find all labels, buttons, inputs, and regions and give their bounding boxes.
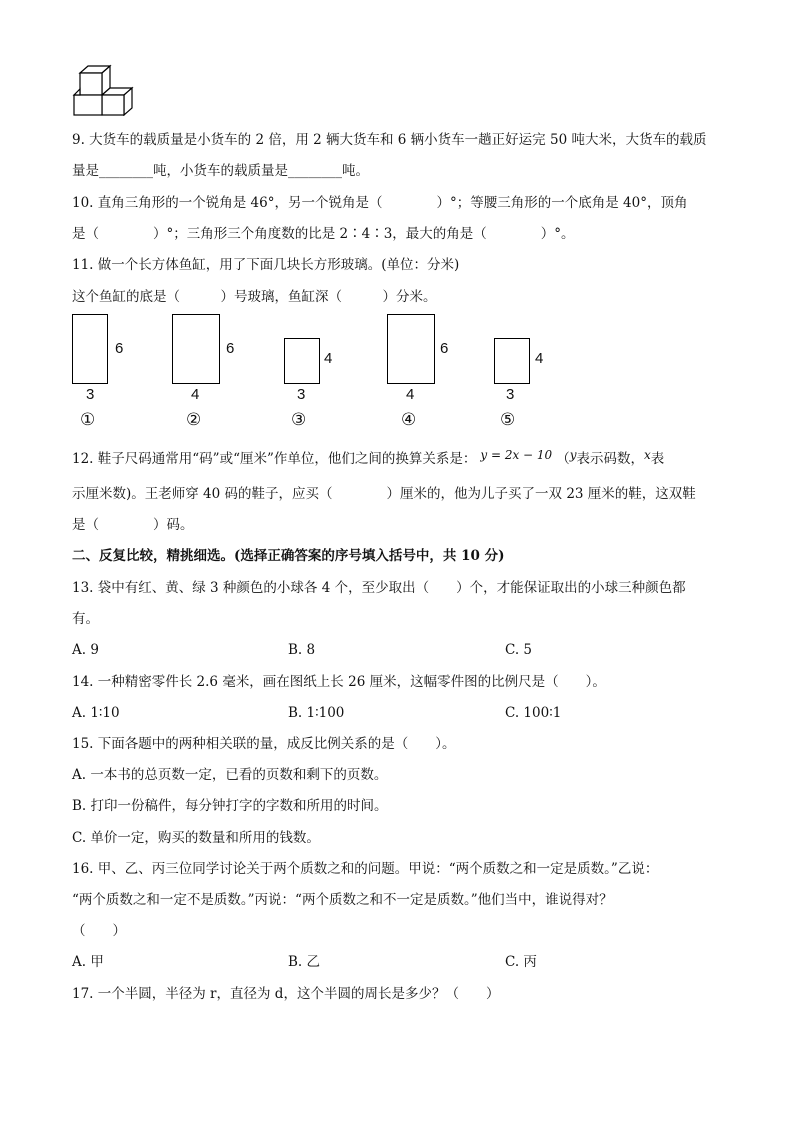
q12-line1-mid: 表示码数， <box>576 451 644 467</box>
q15-line1: 15. 下面各题中的两种相关联的量，成反比例关系的是（ ）。 <box>72 736 456 752</box>
q12-line3: 是（ ）码。 <box>72 517 194 533</box>
q16-line3: （ ） <box>72 923 126 939</box>
glass-5-number: ⑤ <box>500 410 516 430</box>
glass-rect-4 <box>387 314 435 384</box>
q9-line1: 9. 大货车的载质量是小货车的 2 倍，用 2 辆大货车和 6 辆小货车一趟正好运完 50 吨大米，大货车的载质 <box>72 132 707 148</box>
q16-option-a: A. 甲 <box>72 954 104 970</box>
q12-line1-end: 表 <box>650 451 665 467</box>
q13-option-c: C. 5 <box>505 642 533 658</box>
glass-1-number: ① <box>80 410 96 430</box>
q10-line1: 10. 直角三角形的一个锐角是 46°，另一个锐角是（ ）°；等腰三角形的一个底角是 40°，顶角 <box>72 195 688 211</box>
glass-2-width: 4 <box>191 386 200 403</box>
glass-1-height: 6 <box>115 340 124 357</box>
glass-4-width: 4 <box>406 386 415 403</box>
glass-3-height: 4 <box>324 350 333 367</box>
q15-option-c: C. 单价一定，购买的数量和所用的钱数。 <box>72 830 320 846</box>
q12-formula: y = 2x − 10 <box>480 448 553 462</box>
glass-rect-3 <box>284 338 320 384</box>
glass-5-width: 3 <box>506 386 515 403</box>
q15-option-b: B. 打印一份稿件，每分钟打字的字数和所用的时间。 <box>72 798 388 814</box>
q16-option-c: C. 丙 <box>505 954 537 970</box>
q12-var-x: x <box>643 448 651 462</box>
glass-3-number: ③ <box>291 410 307 430</box>
cube-stack-figure <box>72 64 138 116</box>
glass-5-height: 4 <box>535 350 544 367</box>
q13-option-a: A. 9 <box>72 642 99 658</box>
q16-option-b: B. 乙 <box>288 954 321 970</box>
q9-line2: 量是________吨，小货车的载质量是________吨。 <box>72 163 369 179</box>
glass-3-width: 3 <box>297 386 306 403</box>
q14-option-c: C. 100∶1 <box>505 705 562 721</box>
q13-line1: 13. 袋中有红、黄、绿 3 种颜色的小球各 4 个，至少取出（ ）个，才能保证取出的小球三种颜色都 <box>72 580 686 596</box>
q12-line1 <box>72 450 664 468</box>
glass-1-width: 3 <box>86 386 95 403</box>
q14-option-a: A. 1∶10 <box>72 705 120 721</box>
q10-line2: 是（ ）°；三角形三个角度数的比是 2∶4∶3，最大的角是（ ）°。 <box>72 226 575 242</box>
glass-rect-2 <box>172 314 220 384</box>
glass-4-height: 6 <box>440 340 449 357</box>
glass-2-number: ② <box>186 410 202 430</box>
q12-paren-open: （ <box>556 451 570 467</box>
section-2-heading: 二、反复比较，精挑细选。(选择正确答案的序号填入括号中，共 10 分) <box>72 548 505 564</box>
glass-rect-1 <box>72 314 108 384</box>
q12-var-y: y <box>569 448 577 462</box>
q12-line1-text: 12. 鞋子尺码通常用“码”或“厘米”作单位，他们之间的换算关系是： <box>72 451 477 467</box>
glass-rect-5 <box>494 338 530 384</box>
q16-line2: “两个质数之和一定不是质数。”丙说：“两个质数之和不一定是质数。”他们当中，谁说得对？ <box>72 892 613 908</box>
q12-line2: 示厘米数)。王老师穿 40 码的鞋子，应买（ ）厘米的，他为儿子买了一双 23 厘米的鞋，这双鞋 <box>72 486 696 502</box>
q11-line2: 这个鱼缸的底是（ ）号玻璃，鱼缸深（ ）分米。 <box>72 289 437 305</box>
q13-option-b: B. 8 <box>288 642 316 658</box>
q16-line1: 16. 甲、乙、丙三位同学讨论关于两个质数之和的问题。甲说：“两个质数之和一定是质数。”乙说： <box>72 861 659 877</box>
q17-line1: 17. 一个半圆，半径为 r，直径为 d，这个半圆的周长是多少？（ ） <box>72 986 500 1002</box>
glass-2-height: 6 <box>226 340 235 357</box>
q14-line1: 14. 一种精密零件长 2.6 毫米，画在图纸上长 26 厘米，这幅零件图的比例尺是（ ）。 <box>72 674 606 690</box>
q13-line2: 有。 <box>72 611 99 627</box>
q14-option-b: B. 1∶100 <box>288 705 345 721</box>
q11-line1: 11. 做一个长方体鱼缸，用了下面几块长方形玻璃。(单位：分米) <box>72 257 460 273</box>
glass-4-number: ④ <box>401 410 417 430</box>
q15-option-a: A. 一本书的总页数一定，已看的页数和剩下的页数。 <box>72 767 388 783</box>
